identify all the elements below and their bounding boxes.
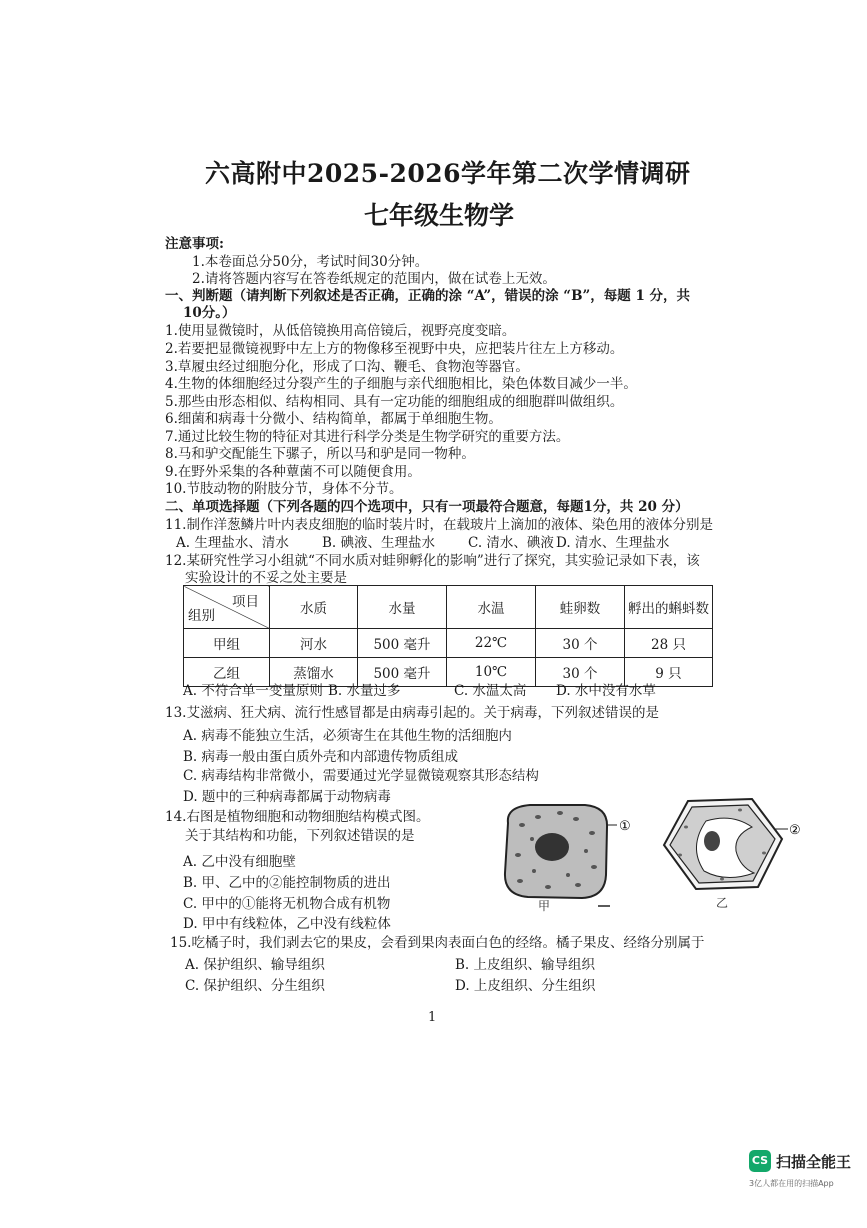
q14-option-d: D. 甲中有线粒体，乙中没有线粒体 xyxy=(183,916,391,932)
q11-option-a: A. 生理盐水、清水 xyxy=(176,535,289,551)
table-cell: 10℃ xyxy=(447,658,536,687)
judge-question: 4.生物的体细胞经过分裂产生的子细胞与亲代细胞相比，染色体数目减少一半。 xyxy=(165,376,637,392)
corner-label-bottom: 组别 xyxy=(188,608,215,624)
cell-jia-label: 甲 xyxy=(538,899,551,913)
table-cell: 河水 xyxy=(270,629,358,658)
table-header-cell: 水温 xyxy=(447,586,536,629)
table-cell: 22℃ xyxy=(447,629,536,658)
notes-heading: 注意事项: xyxy=(165,236,224,252)
q13-option-d: D. 题中的三种病毒都属于动物病毒 xyxy=(183,789,391,805)
q14-stem-cont: 关于其结构和功能，下列叙述错误的是 xyxy=(185,828,415,844)
table-cell: 28 只 xyxy=(625,629,713,658)
experiment-table xyxy=(183,585,713,687)
q15-option-b: B. 上皮组织、输导组织 xyxy=(455,957,596,973)
judge-question: 3.草履虫经过细胞分化，形成了口沟、鞭毛、食物泡等器官。 xyxy=(165,359,529,375)
q11-option-d: D. 清水、生理盐水 xyxy=(556,535,670,551)
table-header-cell: 蛙卵数 xyxy=(536,586,625,629)
table-header-cell: 水质 xyxy=(270,586,358,629)
table-cell: 乙组 xyxy=(184,658,270,687)
q15-option-c: C. 保护组织、分生组织 xyxy=(185,978,325,994)
table-cell: 9 只 xyxy=(625,658,713,687)
table-cell: 500 毫升 xyxy=(358,629,447,658)
exam-subtitle: 七年级生物学 xyxy=(364,201,515,230)
page-number: 1 xyxy=(428,1010,437,1025)
q13-option-a: A. 病毒不能独立生活，必须寄生在其他生物的活细胞内 xyxy=(183,728,512,744)
q12-option-d: D. 水中没有水草 xyxy=(556,683,656,699)
q13-option-b: B. 病毒一般由蛋白质外壳和内部遗传物质组成 xyxy=(183,749,459,765)
q14-option-c: C. 甲中的①能将无机物合成有机物 xyxy=(183,896,391,912)
table-cell: 蒸馏水 xyxy=(270,658,358,687)
table-cell: 甲组 xyxy=(184,629,270,658)
q11-stem: 11.制作洋葱鳞片叶内表皮细胞的临时装片时，在载玻片上滴加的液体、染色用的液体分别是 xyxy=(165,517,713,533)
note-item: 1.本卷面总分50分，考试时间30分钟。 xyxy=(192,254,429,270)
cell-diagram xyxy=(490,795,835,915)
camscanner-name: 扫描全能王 xyxy=(776,1153,852,1171)
cell-jia-figure xyxy=(505,805,617,898)
q15-option-a: A. 保护组织、输导组织 xyxy=(185,957,325,973)
table-corner-cell xyxy=(184,586,270,629)
q12-stem: 12.某研究性学习小组就“不同水质对蛙卵孵化的影响”进行了探究，其实验记录如下表，该 xyxy=(165,553,700,569)
judge-question: 10.节肢动物的附肢分节，身体不分节。 xyxy=(165,481,403,497)
judge-question: 6.细菌和病毒十分微小、结构简单，都属于单细胞生物。 xyxy=(165,411,502,427)
q15-stem: 15.吃橘子时，我们剥去它的果皮，会看到果肉表面白色的经络。橘子果皮、经络分别属于 xyxy=(170,935,705,951)
q12-option-b: B. 水量过多 xyxy=(328,683,401,699)
judge-question: 9.在野外采集的各种蕈菌不可以随便食用。 xyxy=(165,464,421,480)
q11-option-b: B. 碘液、生理盐水 xyxy=(322,535,436,551)
marker-1-label: ① xyxy=(619,819,631,834)
camscanner-tagline: 3亿人都在用的扫描App xyxy=(749,1179,834,1188)
table-cell: 500 毫升 xyxy=(358,658,447,687)
note-item: 2.请将答题内容写在答卷纸规定的范围内，做在试卷上无效。 xyxy=(192,271,556,287)
table-header-row xyxy=(184,586,713,629)
table-row xyxy=(184,629,713,658)
section1-heading: 一、判断题（请判断下列叙述是否正确，正确的涂 “A”，错误的涂 “B”，每题 1 分，共 xyxy=(165,288,691,304)
q12-option-c: C. 水温太高 xyxy=(454,683,527,699)
table-header-cell: 孵出的蝌蚪数 xyxy=(625,586,713,629)
judge-question: 7.通过比较生物的特征对其进行科学分类是生物学研究的重要方法。 xyxy=(165,429,570,445)
judge-question: 8.马和驴交配能生下骡子，所以马和驴是同一物种。 xyxy=(165,446,475,462)
q11-option-c: C. 清水、碘液 xyxy=(468,535,554,551)
judge-question: 1.使用显微镜时，从低倍镜换用高倍镜后，视野亮度变暗。 xyxy=(165,323,516,339)
q12-stem-cont: 实验设计的不妥之处主要是 xyxy=(185,570,347,586)
table-cell: 30 个 xyxy=(536,629,625,658)
section1-heading-cont: 10分。） xyxy=(183,305,236,321)
cell-yi-label: 乙 xyxy=(716,896,729,910)
marker-2-label: ② xyxy=(789,823,801,838)
q13-stem: 13.艾滋病、狂犬病、流行性感冒都是由病毒引起的。关于病毒，下列叙述错误的是 xyxy=(165,705,659,721)
judge-question: 2.若要把显微镜视野中左上方的物像移至视野中央，应把装片往左上方移动。 xyxy=(165,341,624,357)
cell-yi-figure xyxy=(664,799,788,889)
camscanner-logo-icon: CS xyxy=(749,1150,771,1172)
exam-title: 六高附中2025-2026学年第二次学情调研 xyxy=(205,159,691,188)
q12-option-a: A. 不符合单一变量原则 xyxy=(183,683,323,699)
q15-option-d: D. 上皮组织、分生组织 xyxy=(455,978,596,994)
judge-question: 5.那些由形态相似、结构相同、具有一定功能的细胞组成的细胞群叫做组织。 xyxy=(165,394,624,410)
q14-option-b: B. 甲、乙中的②能控制物质的进出 xyxy=(183,875,391,891)
q14-stem: 14.右图是植物细胞和动物细胞结构模式图。 xyxy=(165,809,430,825)
table-header-cell: 水量 xyxy=(358,586,447,629)
q13-option-c: C. 病毒结构非常微小，需要通过光学显微镜观察其形态结构 xyxy=(183,768,539,784)
q14-option-a: A. 乙中没有细胞壁 xyxy=(183,854,296,870)
corner-label-top: 项目 xyxy=(232,594,259,610)
table-cell: 30 个 xyxy=(536,658,625,687)
section2-heading: 二、单项选择题（下列各题的四个选项中，只有一项最符合题意，每题1分，共 20 分） xyxy=(165,499,689,515)
